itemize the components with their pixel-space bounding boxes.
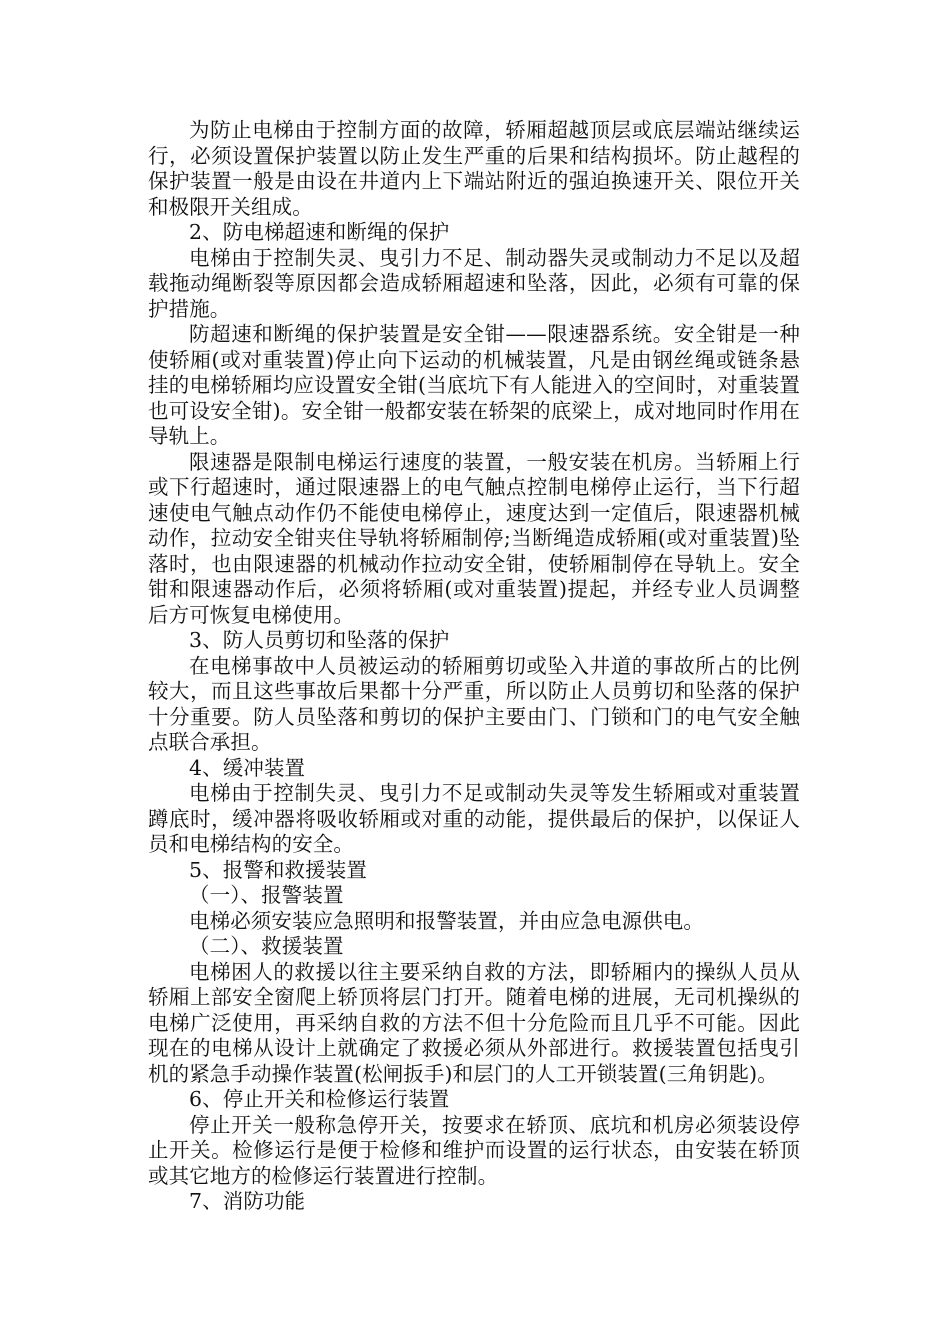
section-heading-shear-fall: 3、防人员剪切和坠落的保护 xyxy=(189,628,450,652)
subsection-heading-alarm: （一）、报警装置 xyxy=(189,883,344,907)
paragraph-rescue: 电梯困人的救援以往主要采纳自救的方法，即轿厢内的操纵人员从轿厢上部安全窗爬上轿顶将层门打开。随着电梯的进展，无司机操纵的电梯广泛使用，再采纳自救的方法不但十分危险而且几乎不可能。因此现在的电梯从设计上就确定了救援必须从外部进行。救援装置包括曳引机的紧急手动操作装置(松闸扳手)和层门的人工开锁装置(三角钥匙)。 xyxy=(148,959,800,1086)
section-heading-stop-switch: 6、停止开关和检修运行装置 xyxy=(189,1087,450,1111)
section-heading-overspeed: 2、防电梯超速和断绳的保护 xyxy=(189,220,450,244)
paragraph-shear-fall: 在电梯事故中人员被运动的轿厢剪切或坠入井道的事故所占的比例较大，而且这些事故后果都十分严重，所以防止人员剪切和坠落的保护十分重要。防人员坠落和剪切的保护主要由门、门锁和门的电气安全触点联合承担。 xyxy=(148,653,800,754)
section-heading-buffer: 4、缓冲装置 xyxy=(189,755,306,780)
paragraph-alarm: 电梯必须安装应急照明和报警装置，并由应急电源供电。 xyxy=(189,908,704,933)
paragraph-buffer: 电梯由于控制失灵、曳引力不足或制动失灵等发生轿厢或对重装置蹲底时，缓冲器将吸收轿厢或对重的动能，提供最后的保护，以保证人员和电梯结构的安全。 xyxy=(148,781,800,856)
subsection-heading-rescue: （二）、救援装置 xyxy=(189,934,344,958)
section-heading-alarm-rescue: 5、报警和救援装置 xyxy=(189,857,367,882)
paragraph-safety-gear: 防超速和断绳的保护装置是安全钳——限速器系统。安全钳是一种使轿厢(或对重装置)停止向下运动的机械装置，凡是由钢丝绳或链条悬挂的电梯轿厢均应设置安全钳(当底坑下有人能进入的空间时，对重装置也可设安全钳)。安全钳一般都安装在轿架的底梁上，成对地同时作用在导轨上。 xyxy=(148,322,800,448)
paragraph-overspeed-causes: 电梯由于控制失灵、曳引力不足、制动器失灵或制动力不足以及超载拖动绳断裂等原因都会造成轿厢超速和坠落，因此，必须有可靠的保护措施。 xyxy=(148,245,800,321)
paragraph-stop-switch: 停止开关一般称急停开关，按要求在轿顶、底坑和机房必须装设停止开关。检修运行是便于检修和维护而设置的运行状态，由安装在轿顶或其它地方的检修运行装置进行控制。 xyxy=(148,1112,800,1188)
paragraph-overtravel-protection: 为防止电梯由于控制方面的故障，轿厢超越顶层或底层端站继续运行，必须设置保护装置以防止发生严重的后果和结构损坏。防止越程的保护装置一般是由设在井道内上下端站附近的强迫换速开关、限位开关和极限开关组成。 xyxy=(148,118,800,219)
section-heading-fire: 7、消防功能 xyxy=(189,1189,306,1213)
document-page xyxy=(148,118,800,1215)
paragraph-speed-governor: 限速器是限制电梯运行速度的装置，一般安装在机房。当轿厢上行或下行超速时，通过限速器上的电气触点控制电梯停止运行，当下行超速使电气触点动作仍不能使电梯停止，速度达到一定值后，限速器机械动作，拉动安全钳夹住导轨将轿厢制停;当断绳造成轿厢(或对重装置)坠落时，也由限速器的机械动作拉动安全钳，使轿厢制停在导轨上。安全钳和限速器动作后，必须将轿厢(或对重装置)提起，并经专业人员调整后方可恢复电梯使用。 xyxy=(148,449,800,627)
